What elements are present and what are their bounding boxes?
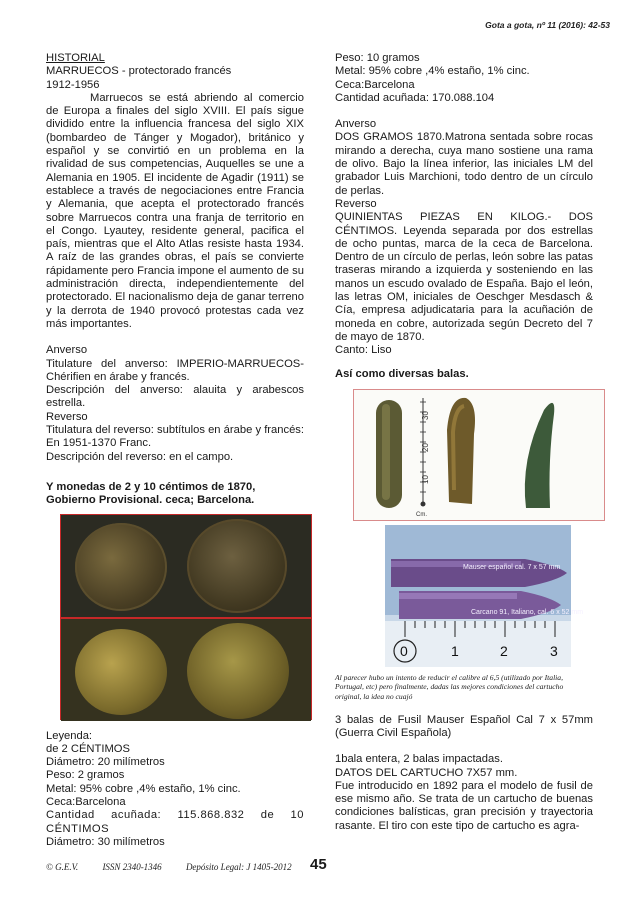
diameter: Diámetro: 20 milímetros xyxy=(46,756,165,769)
anverso-label: Anverso xyxy=(46,344,88,357)
ruler2-label-2: 2 xyxy=(500,642,508,659)
page-number: 45 xyxy=(310,856,327,873)
ruler-label-10: 10 xyxy=(421,474,430,484)
reverso-description: Descripción del reverso: en el campo. xyxy=(46,450,234,463)
diameter-2: Diámetro: 30 milímetros xyxy=(46,835,165,848)
ruler2-label-1: 1 xyxy=(451,642,459,659)
ruler-unit: Cm. xyxy=(416,511,427,518)
bullets-count: 1bala entera, 2 balas impactadas. xyxy=(335,753,503,766)
ruler-label-20: 20 xyxy=(421,442,430,452)
coins-reverse-row xyxy=(61,515,311,617)
ruler-label-30: 30 xyxy=(421,410,430,420)
minted-quantity: Cantidad acuñada: 170.088.104 xyxy=(335,91,495,104)
anverso-text: DOS GRAMOS 1870.Matrona sentada sobre rocas mirando a derecha, cuya mano sostiene una rama de olivo. Bajo la línea inferior, las iniciales LM del grabador Luis Marchioni, todo dentro de un círculo de perlas. xyxy=(335,131,593,197)
footer-copyright: © G.E.V. xyxy=(46,862,79,872)
coin-10-centimos-reverse-image xyxy=(187,519,287,613)
section-heading: HISTORIAL xyxy=(46,52,105,64)
mint: Ceca:Barcelona xyxy=(335,78,415,91)
bullets-heading: Así como diversas balas. xyxy=(335,367,469,380)
anverso-label: Anverso xyxy=(335,118,377,131)
bullets-illustration xyxy=(354,390,604,520)
coin-10-centimos-obverse-image xyxy=(187,623,289,719)
cartridge-data-heading: DATOS DEL CARTUCHO 7X57 mm. xyxy=(335,766,518,779)
reverso-label: Reverso xyxy=(335,197,377,210)
cartridges-photo xyxy=(385,525,584,667)
weight: Peso: 10 gramos xyxy=(335,52,420,64)
footer-deposito: Depósito Legal: J 1405-2012 xyxy=(185,862,292,872)
bullets-description: 3 balas de Fusil Mauser Español Cal 7 x 57mm (Guerra Civil Española) xyxy=(335,713,593,739)
mint: Ceca:Barcelona xyxy=(46,795,126,808)
coin-2-centimos-obverse-image xyxy=(75,629,167,715)
denomination: de 2 CÉNTIMOS xyxy=(46,742,130,755)
ruler2-label-0: 0 xyxy=(400,642,408,659)
cartridge-label-mauser: Mauser español cal. 7 x 57 mm xyxy=(463,563,561,571)
reverso-titulature: Titulatura del reverso: subtítulos en árabe y francés: En 1951-1370 Franc. xyxy=(46,424,304,450)
minted-quantity: Cantidad acuñada: 115.868.832 de 10 CÉNTIMOS xyxy=(46,809,304,835)
section-years: 1912-1956 xyxy=(46,78,100,91)
footer xyxy=(46,862,314,872)
ruler2-label-3: 3 xyxy=(550,642,558,659)
photo-caption: Al parecer hubo un intento de reducir el calibre al 6,5 (utilizado por Italia, Portugal, etc) pero finalmente, dadas las mejores condiciones del cartucho original, la idea no cuajó xyxy=(335,672,564,702)
coins-obverse-row xyxy=(61,617,311,721)
reverso-text: QUINIENTAS PIEZAS EN KILOG.- DOS CÉNTIMOS. Leyenda separada por dos estrellas de ocho puntas, marca de la ceca de Barcelona. Dentro de un círculo de perlas, león sobre las patas traseras mirando a izquierda y sosteniendo en las manos un escudo ovalado de España. Bajo el león, las letras OM, iniciales de Oeschger Mesdasch & Cía, empresa adjudicataria para la acuñación de moneda en cobre, autorizada según Decreto del 7 de mayo de 1870. xyxy=(335,211,593,343)
bullets-photo xyxy=(353,389,605,521)
reverso-label: Reverso xyxy=(46,410,88,423)
metal: Metal: 95% cobre ,4% estaño, 1% cinc. xyxy=(46,782,241,795)
right-column xyxy=(335,52,593,833)
anverso-titulature: Titulature del anverso: IMPERIO-MARRUECOS-Chérifien en árabe y francés. xyxy=(46,357,304,383)
history-paragraph: Marruecos se está abriendo al comercio de Europa a finales del siglo XVIII. El país sigue dividido entre la influencia francesa del siglo XIX (bombardeo de Tánger y Mogador), británico y español y se convirtió en un problema en la rivalidad de sus competencias, Auquelles se une a Alemania en 1905. El incidente de Agadir (1911) se establece a través de negociaciones entre Francia y Alemania, que acepta el protectorado francés sobre Marruecos contra una franja de territorio en el Congo. Lyautey, residente general, pacifica el país, mientras que el Alto Atlas resiste hasta 1934. A raíz de las grandes obras, el país se convierte rápidamente pero Francia impone el aumento de su administración directa, independientemente del protectorado. El nacionalismo deja de ganar terreno y la derrota de 1940 provocó protestas cada vez más importantes. xyxy=(46,91,304,330)
cartridge-label-carcano: Carcano 91, Italiano, cal. 6 x 52 mm xyxy=(471,608,584,616)
cartridge-data-text: Fue introducido en 1892 para el modelo de fusil de ese mismo año. Se trata de un cartucho de buenas condiciones balísticas, gran precisión y trayectoria rasante. El tiro con este tipo de cartucho es agra- xyxy=(335,779,593,832)
cartridges-illustration xyxy=(385,525,584,667)
left-column xyxy=(46,52,304,849)
leyenda-label: Leyenda: xyxy=(46,729,93,742)
edge: Canto: Liso xyxy=(335,344,392,357)
coins-heading: Y monedas de 2 y 10 céntimos de 1870, Gobierno Provisional. ceca; Barcelona. xyxy=(46,480,256,507)
weight: Peso: 2 gramos xyxy=(46,769,125,782)
anverso-description: Descripción del anverso: alauita y arabescos estrella. xyxy=(46,384,304,410)
metal: Metal: 95% cobre ,4% estaño, 1% cinc. xyxy=(335,65,530,78)
footer-issn: ISSN 2340-1346 xyxy=(102,862,162,872)
journal-header: Gota a gota, nº 11 (2016): 42-53 xyxy=(485,20,610,30)
coins-photo xyxy=(60,514,312,720)
coin-2-centimos-reverse-image xyxy=(75,523,167,611)
section-subtitle: MARRUECOS - protectorado francés xyxy=(46,65,232,78)
